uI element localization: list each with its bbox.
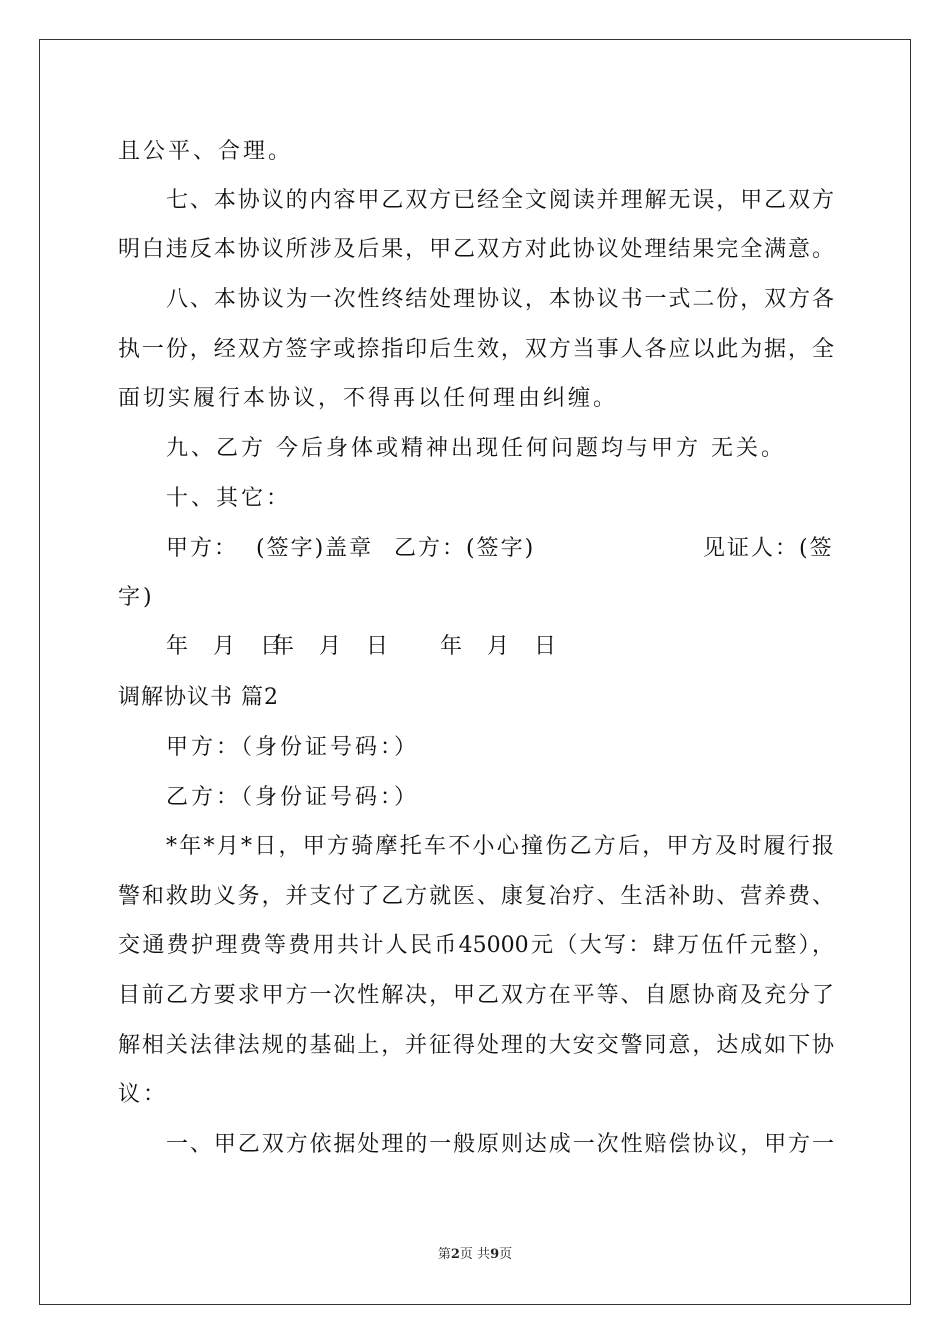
facts-line-2: 警和救助义务，并支付了乙方就医、康复冶疗、生活补助、营养费、 <box>118 884 834 909</box>
page-border <box>39 39 911 1305</box>
party-b-signature: 乙方：(签字) <box>394 536 536 561</box>
clause-7-line-1: 七、本协议的内容甲乙双方已经全文阅读并理解无误，甲乙双方 <box>166 188 834 213</box>
clause-8-line-3: 面切实履行本协议，不得再以任何理由纠缠。 <box>118 386 619 411</box>
witness-date: 年 月 日 <box>440 634 565 659</box>
footer-suffix: 页 <box>499 1247 513 1262</box>
party-a-date: 年 月 日 <box>166 634 291 659</box>
total-page-number: 9 <box>490 1247 500 1262</box>
clause-7-line-2: 明白违反本协议所涉及后果，甲乙双方对此协议处理结果完全满意。 <box>118 237 834 262</box>
party-a-signature: 甲方： (签字)盖章 <box>166 536 374 561</box>
current-page-number: 2 <box>450 1247 460 1262</box>
party-b-id: 乙方：（身份证号码：） <box>166 785 420 810</box>
clause-9: 九、乙方 今后身体或精神出现任何问题均与甲方 无关。 <box>166 436 786 461</box>
facts-line-5: 解相关法律法规的基础上，并征得处理的大安交警同意，达成如下协 <box>118 1033 834 1058</box>
section-heading: 调解协议书 篇2 <box>118 685 279 710</box>
clause-1-line-1: 一、甲乙双方依据处理的一般原则达成一次性赔偿协议，甲方一 <box>166 1132 834 1157</box>
date-row <box>166 632 834 662</box>
facts-line-4: 目前乙方要求甲方一次性解决，甲乙双方在平等、自愿协商及充分了 <box>118 983 834 1008</box>
facts-line-6: 议： <box>118 1082 169 1107</box>
signature-row <box>166 534 834 564</box>
clause-10: 十、其它： <box>166 486 292 511</box>
party-a-id: 甲方：（身份证号码：） <box>166 735 420 760</box>
witness-signature: 见证人：(签 <box>703 536 834 561</box>
paragraph-line: 且公平、合理。 <box>118 139 294 164</box>
page-footer <box>0 1246 950 1264</box>
party-b-date: 年 月 日 <box>272 634 397 659</box>
footer-middle: 页 共 <box>459 1247 491 1262</box>
clause-8-line-1: 八、本协议为一次性终结处理协议，本协议书一式二份，双方各 <box>166 287 834 312</box>
footer-prefix: 第 <box>437 1247 451 1262</box>
signature-continuation: 字) <box>118 585 155 610</box>
facts-line-1: *年*月*日，甲方骑摩托车不小心撞伤乙方后，甲方及时履行报 <box>166 834 834 859</box>
facts-line-3: 交通费护理费等费用共计人民币45000元（大写：肆万伍仟元整）， <box>118 933 834 958</box>
clause-8-line-2: 执一份，经双方签字或捺指印后生效，双方当事人各应以此为据，全 <box>118 337 834 362</box>
